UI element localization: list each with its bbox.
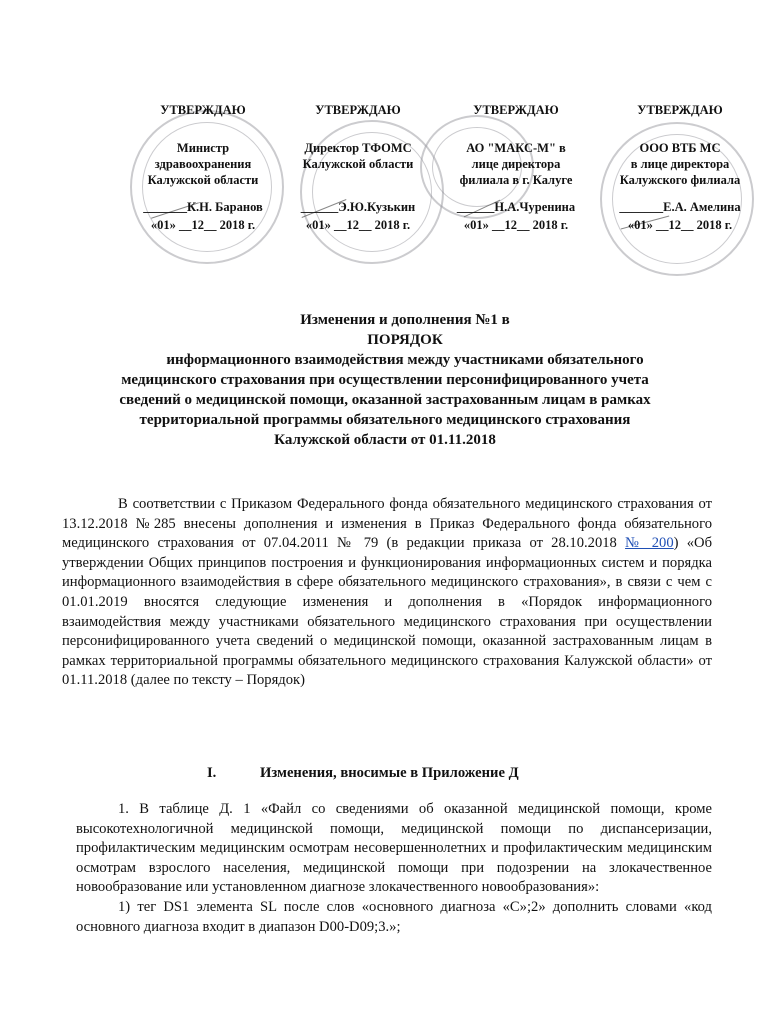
approval-column: [604, 102, 756, 233]
section-title: Изменения, вносимые в Приложение Д: [260, 765, 519, 781]
org-line: Директор ТФОМС: [304, 141, 412, 155]
title-line: медицинского страхования при осуществлении персонифицированного учета: [121, 372, 649, 388]
approval-organization: [604, 140, 756, 192]
approval-organization: [282, 140, 434, 192]
approval-column: [128, 102, 278, 233]
approval-heading: УТВЕРЖДАЮ: [473, 103, 559, 117]
approval-heading: УТВЕРЖДАЮ: [315, 103, 401, 117]
title-line: информационного взаимодействия между участниками обязательного: [166, 352, 644, 368]
document-title: [60, 310, 710, 450]
approval-date: «01» __12__ 2018 г.: [150, 218, 256, 232]
org-line: Калужской области: [302, 157, 414, 171]
approval-block: [0, 102, 770, 252]
list-item: 1. В таблице Д. 1 «Файл со сведениями об оказанной медицинской помощи, кроме высокотехнологичной медицинской помощи, медицинской помощи по диспансеризации, профилактическим медицинским осмотрам несовершеннолетних и профилактическим медицинским осмотрам взрослого населения, медицинской помощи при подозрении на злокачественное новообразование или установленном диагнозе злокачественного новообразования»:: [76, 801, 712, 896]
order-200-link[interactable]: № 200: [625, 535, 674, 552]
org-line: Министр: [176, 141, 230, 155]
title-line: Изменения и дополнения №1 в: [300, 312, 510, 328]
changes-list: [76, 800, 712, 937]
section-number: I.: [207, 765, 217, 781]
intro-paragraph: [62, 495, 712, 691]
org-line: здравоохранения: [154, 157, 252, 171]
org-line: в лице директора: [630, 157, 730, 171]
paragraph-text: ) «Об утверждении Общих принципов построения и функционирования информационных систем и порядка информационного взаимодействия в сфере обязательного медицинского страхования», в связи с чем с 01.01.2019 вносятся следующие изменения и дополнения в «Порядок информационного взаимодействия между участниками обязательного медицинского страхования при осуществлении персонифицированного учета сведений о медицинской помощи, оказанной застрахованным лицам в рамках территориальной программы обязательного медицинского страхования Калужской области» от 01.11.2018 (далее по тексту – Порядок): [62, 535, 712, 689]
title-line: Калужской области от 01.11.2018: [274, 432, 496, 448]
approval-heading: УТВЕРЖДАЮ: [160, 103, 246, 117]
org-line: Калужского филиала: [619, 173, 741, 187]
approval-date: «01» __12__ 2018 г.: [627, 218, 733, 232]
org-line: филиала в г. Калуге: [459, 173, 573, 187]
approval-date: «01» __12__ 2018 г.: [463, 218, 569, 232]
org-line: ООО ВТБ МС: [639, 141, 721, 155]
approval-organization: [438, 140, 594, 192]
approval-organization: [128, 140, 278, 192]
paragraph-text: В соответствии с Приказом Федерального фонда обязательного медицинского страхования от 13.12.2018 №285 внесены дополнения и изменения в Приказ Федерального фонда обязательного медицинского страхования от 07.04.2011 № 79 (в редакции приказа от 28.10.2018: [62, 496, 712, 552]
list-item: 1) тег DS1 элемента SL после слов «основного диагноза «С»;2» дополнить словами «код основного диагноза входит в диапазон D00-D09;3.»;: [76, 898, 712, 935]
org-line: АО "МАКС-М" в: [466, 141, 566, 155]
approval-date: «01» __12__ 2018 г.: [305, 218, 411, 232]
title-line: сведений о медицинской помощи, оказанной застрахованным лицам в рамках: [119, 392, 651, 408]
title-line: территориальной программы обязательного медицинского страхования: [139, 412, 631, 428]
signer-name: ______Н.А.Чуренина: [456, 200, 576, 214]
signer-name: ______Э.Ю.Кузькин: [300, 200, 416, 214]
approval-heading: УТВЕРЖДАЮ: [637, 103, 723, 117]
signer-name: _______К.Н. Баранов: [143, 200, 263, 214]
title-line: ПОРЯДОК: [367, 332, 443, 348]
org-line: Калужской области: [147, 173, 259, 187]
approval-column: [438, 102, 594, 233]
approval-column: [282, 102, 434, 233]
signer-name: _______Е.А. Амелина: [619, 200, 741, 214]
org-line: лице директора: [471, 157, 561, 171]
